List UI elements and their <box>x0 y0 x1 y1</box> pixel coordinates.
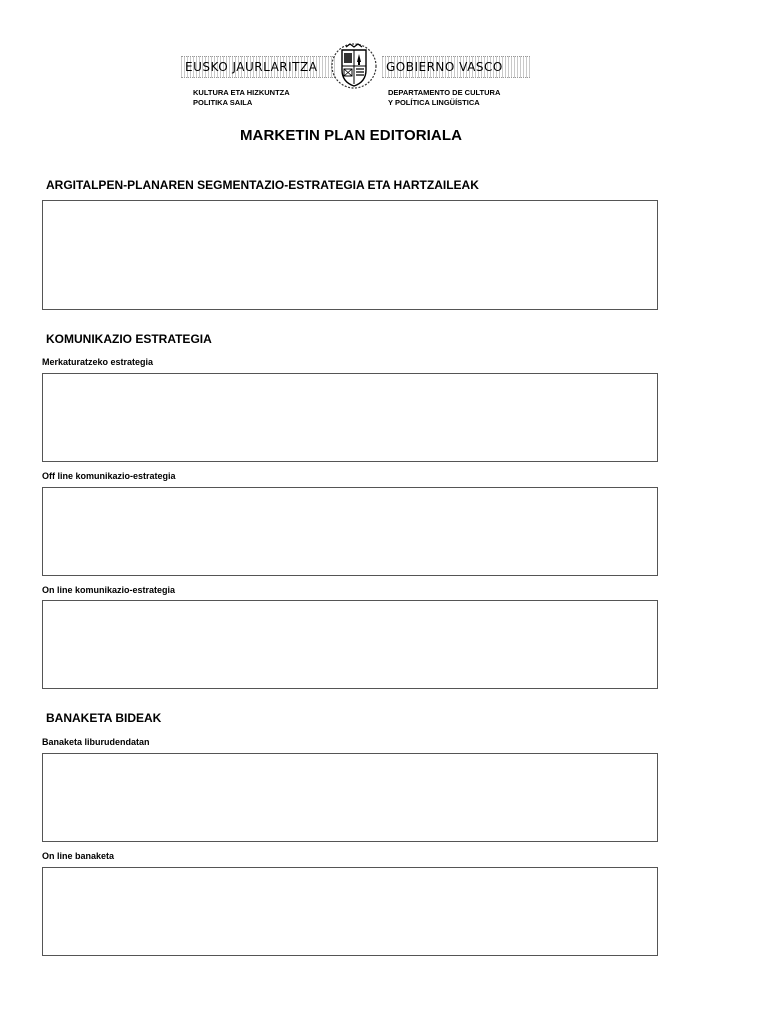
coat-of-arms-icon <box>330 42 378 90</box>
offline-communication-label: Off line komunikazio-estrategia <box>42 471 176 481</box>
document-header <box>0 0 770 120</box>
segmentation-heading: ARGITALPEN-PLANAREN SEGMENTAZIO-ESTRATEGIA ETA HARTZAILEAK <box>46 178 479 192</box>
department-basque <box>193 88 290 108</box>
department-spanish <box>388 88 500 108</box>
marketing-strategy-label: Merkaturatzeko estrategia <box>42 357 154 367</box>
online-distribution-textbox[interactable] <box>42 867 658 956</box>
bookstore-distribution-label: Banaketa liburudendatan <box>42 737 150 747</box>
offline-communication-textbox[interactable] <box>42 487 658 576</box>
online-communication-textbox[interactable] <box>42 600 658 689</box>
segmentation-textbox[interactable] <box>42 200 658 310</box>
marketing-strategy-textbox[interactable] <box>42 373 658 462</box>
department-spanish-line-1: DEPARTAMENTO DE CULTURA <box>388 88 501 97</box>
communication-heading: KOMUNIKAZIO ESTRATEGIA <box>46 332 212 346</box>
online-distribution-label: On line banaketa <box>42 851 115 861</box>
online-communication-label: On line komunikazio-estrategia <box>42 585 176 595</box>
org-name-spanish: GOBIERNO VASCO <box>382 56 530 78</box>
bookstore-distribution-textbox[interactable] <box>42 753 658 842</box>
page-title: MARKETIN PLAN EDITORIALA <box>239 127 463 144</box>
department-basque-line-2: POLITIKA SAILA <box>193 98 253 107</box>
department-spanish-line-2: Y POLÍTICA LINGÜÍSTICA <box>388 98 480 107</box>
distribution-heading: BANAKETA BIDEAK <box>46 711 162 725</box>
department-basque-line-1: KULTURA ETA HIZKUNTZA <box>193 88 290 97</box>
org-name-basque: EUSKO JAURLARITZA <box>181 56 335 78</box>
